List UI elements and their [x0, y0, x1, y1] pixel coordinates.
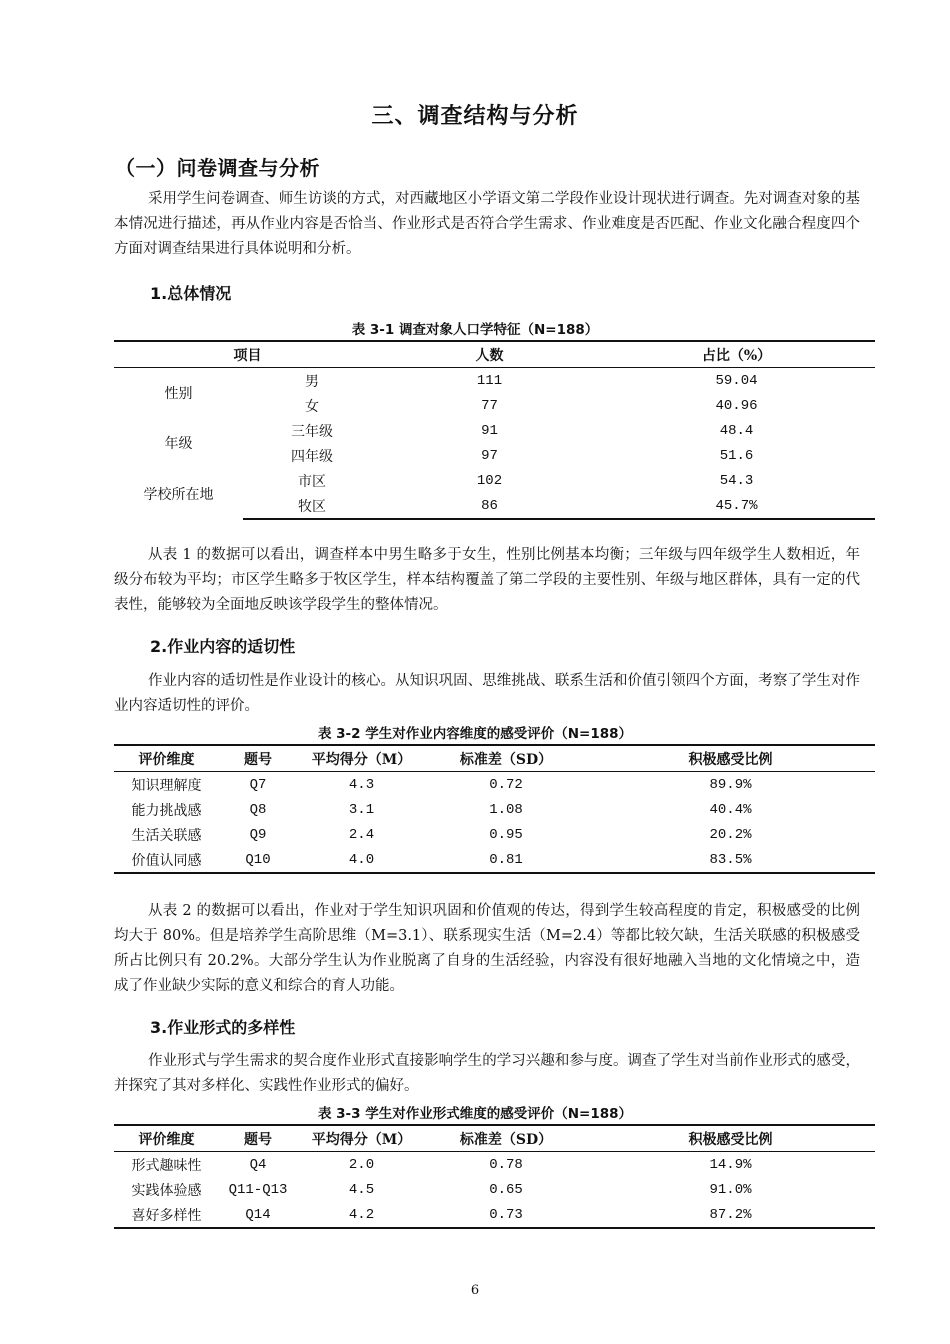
sub-label: 三年级: [291, 423, 333, 440]
sub-label: 女: [305, 398, 319, 415]
part2-paragraph-before: 作业内容的适切性是作业设计的核心。从知识巩固、思维挑战、联系生活和价值引领四个方面，考察了学生对作业内容适切性的评价。: [114, 673, 860, 714]
positive-cell: 40.4%: [709, 801, 752, 818]
sd-cell: 0.65: [489, 1181, 523, 1198]
question-cell: Q11-Q13: [228, 1181, 288, 1198]
part2-paragraph-after: 从表 2 的数据可以看出，作业对于学生知识巩固和价值观的传达，得到学生较高程度的肯定，积极感受的比例均大于 80%。但是培养学生高阶思维（M=3.1）、联系现实生活（M=2.4）等都比较欠缺，生活关联感的积极感受所占比例只有 20.2%。大部分学生认为作业脱离了自身的生活经验，内容没有很好地融入当地的文化情境之中，造成了作业缺少实际的意义和综合的育人功能。: [114, 903, 860, 994]
table-3-3: [114, 1124, 875, 1229]
header-dimension: 评价维度: [114, 1125, 219, 1152]
sd-cell: 0.72: [489, 776, 523, 793]
header-sd: 标准差（SD）: [426, 745, 586, 772]
header-sd: 标准差（SD）: [426, 1125, 586, 1152]
header-question: 题号: [219, 745, 297, 772]
dimension-cell: 喜好多样性: [114, 1202, 219, 1228]
header-item: 项目: [114, 341, 381, 368]
table-3-1: [114, 340, 875, 520]
question-cell: Q8: [249, 801, 267, 818]
header-mean: 平均得分（M）: [297, 745, 426, 772]
sub-label: 市区: [298, 473, 326, 490]
table-row: [114, 797, 875, 822]
dimension-cell: 实践体验感: [131, 1182, 202, 1199]
mean-cell: 4.5: [348, 1181, 375, 1198]
count-cell: 86: [381, 493, 598, 519]
mean-cell: 4.0: [297, 847, 426, 873]
group-label: 性别: [164, 386, 193, 402]
positive-cell: 20.2%: [709, 826, 752, 843]
sd-cell: 0.78: [489, 1156, 523, 1173]
positive-cell: 14.9%: [709, 1156, 752, 1173]
part1-paragraph: 从表 1 的数据可以看出，调查样本中男生略多于女生，性别比例基本均衡；三年级与四年级学生人数相近，年级分布较为平均；市区学生略多于牧区学生，样本结构覆盖了第二学段的主要性别、年级与地区群体，具有一定的代表性，能够较为全面地反映该学段学生的整体情况。: [114, 547, 860, 613]
group-label: 年级: [164, 436, 193, 452]
table-row: [114, 418, 875, 443]
header-percent: 占比（%）: [598, 341, 875, 368]
mean-cell: 2.0: [348, 1156, 375, 1173]
count-cell: 97: [481, 447, 498, 464]
sub-label: 四年级: [291, 448, 333, 465]
header-question: 题号: [219, 1125, 297, 1152]
dimension-cell: 能力挑战感: [131, 802, 202, 819]
sub-label: 牧区: [243, 493, 381, 519]
header-mean: 平均得分（M）: [297, 1125, 426, 1152]
count-cell: 77: [481, 397, 498, 414]
positive-cell: 87.2%: [586, 1202, 875, 1228]
table-header-row: [114, 745, 875, 772]
percent-cell: 45.7%: [598, 493, 875, 519]
section-title: 三、调查结构与分析: [371, 104, 579, 129]
positive-cell: 89.9%: [709, 776, 752, 793]
table-row: [114, 847, 875, 873]
header-dimension: 评价维度: [114, 745, 219, 772]
question-cell: Q4: [249, 1156, 267, 1173]
part1-heading: 1.总体情况: [150, 284, 232, 303]
dimension-cell: 知识理解度: [131, 777, 202, 794]
sd-cell: 0.81: [426, 847, 586, 873]
table-row: [114, 1202, 875, 1228]
mean-cell: 2.4: [348, 826, 375, 843]
table-row: [114, 1152, 875, 1178]
table-3-2-caption: 表 3-2 学生对作业内容维度的感受评价（N=188）: [317, 726, 633, 742]
percent-cell: 59.04: [715, 372, 758, 389]
percent-cell: 54.3: [719, 472, 754, 489]
part3-heading: 3.作业形式的多样性: [150, 1018, 296, 1037]
group-label: 学校所在地: [143, 486, 214, 503]
table-row: [114, 1177, 875, 1202]
table-row: [114, 772, 875, 798]
page-number: 6: [470, 1283, 480, 1298]
table-3-3-caption: 表 3-3 学生对作业形式维度的感受评价（N=188）: [317, 1106, 633, 1122]
count-cell: 91: [481, 422, 498, 439]
mean-cell: 4.3: [348, 776, 375, 793]
positive-cell: 91.0%: [709, 1181, 752, 1198]
count-cell: 102: [476, 472, 503, 489]
table-3-1-caption: 表 3-1 调查对象人口学特征（N=188）: [351, 322, 599, 338]
mean-cell: 4.2: [297, 1202, 426, 1228]
table-row: [114, 368, 875, 394]
table-row: [114, 468, 875, 493]
dimension-cell: 价值认同感: [114, 847, 219, 873]
percent-cell: 48.4: [719, 422, 754, 439]
sub-label: 男: [305, 373, 319, 390]
dimension-cell: 形式趣味性: [131, 1157, 202, 1174]
sd-cell: 1.08: [489, 801, 523, 818]
table-3-2: [114, 744, 875, 874]
header-positive: 积极感受比例: [586, 1125, 875, 1152]
sd-cell: 0.95: [489, 826, 523, 843]
intro-paragraph: 采用学生问卷调查、师生访谈的方式，对西藏地区小学语文第二学段作业设计现状进行调查。先对调查对象的基本情况进行描述，再从作业内容是否恰当、作业形式是否符合学生需求、作业难度是否匹配、作业文化融合程度四个方面对调查结果进行具体说明和分析。: [114, 191, 860, 257]
question-cell: Q14: [219, 1202, 297, 1228]
header-count: 人数: [381, 341, 598, 368]
table-row: [114, 822, 875, 847]
sd-cell: 0.73: [426, 1202, 586, 1228]
positive-cell: 83.5%: [586, 847, 875, 873]
dimension-cell: 生活关联感: [131, 827, 202, 844]
table-header-row: [114, 1125, 875, 1152]
percent-cell: 40.96: [715, 397, 758, 414]
question-cell: Q10: [219, 847, 297, 873]
table-header-row: [114, 341, 875, 368]
mean-cell: 3.1: [348, 801, 375, 818]
question-cell: Q7: [249, 776, 267, 793]
percent-cell: 51.6: [719, 447, 754, 464]
subsection-title: （一）问卷调查与分析: [115, 156, 320, 180]
count-cell: 111: [476, 372, 503, 389]
question-cell: Q9: [249, 826, 267, 843]
part2-heading: 2.作业内容的适切性: [150, 637, 296, 656]
header-positive: 积极感受比例: [586, 745, 875, 772]
part3-paragraph-before: 作业形式与学生需求的契合度作业形式直接影响学生的学习兴趣和参与度。调查了学生对当前作业形式的感受，并探究了其对多样化、实践性作业形式的偏好。: [114, 1053, 860, 1094]
